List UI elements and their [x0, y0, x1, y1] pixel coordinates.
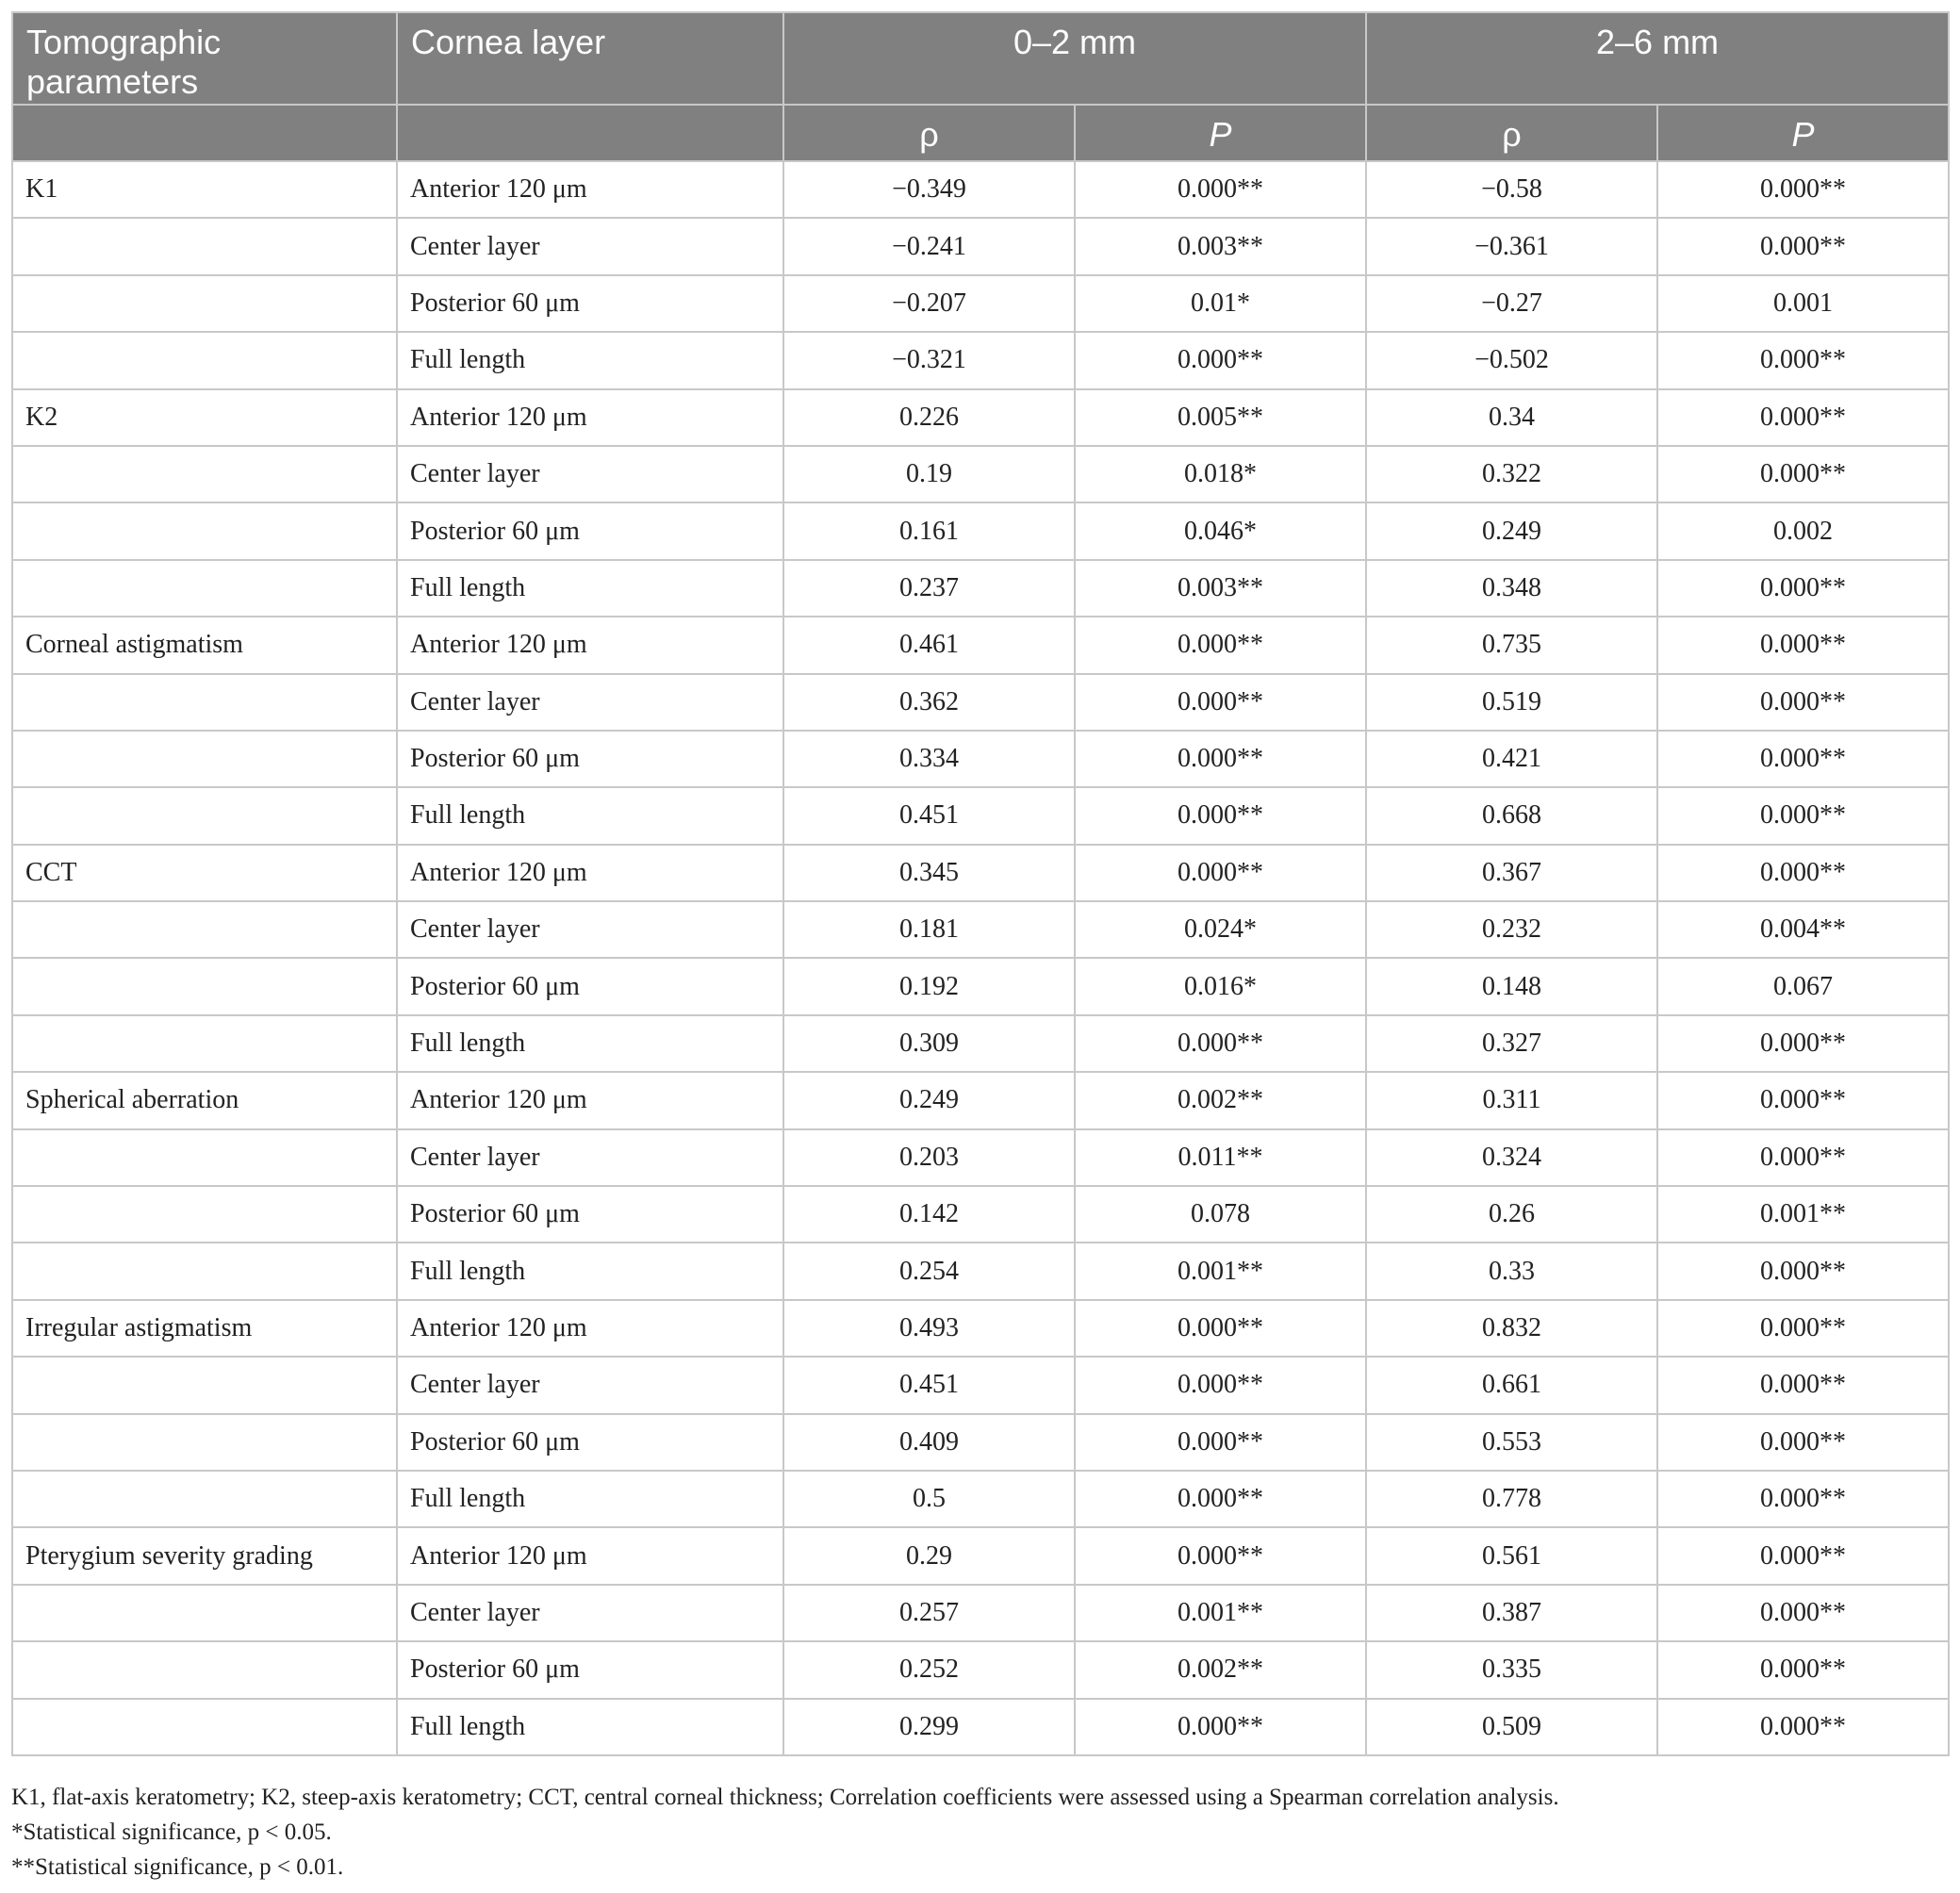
cell-cornea-layer: Anterior 120 μm — [397, 1072, 783, 1128]
cell-p-2-6mm: 0.000** — [1657, 617, 1949, 673]
cell-cornea-layer: Anterior 120 μm — [397, 617, 783, 673]
cell-parameter — [12, 332, 397, 388]
header-tomographic-parameters: Tomographic parameters — [12, 12, 397, 105]
cell-cornea-layer: Full length — [397, 787, 783, 844]
cell-cornea-layer: Center layer — [397, 901, 783, 958]
cell-rho-2-6mm: 0.778 — [1366, 1471, 1657, 1527]
cell-rho-2-6mm: 0.322 — [1366, 446, 1657, 502]
cell-p-0-2mm: 0.000** — [1075, 1414, 1366, 1471]
cell-rho-0-2mm: 0.181 — [783, 901, 1075, 958]
table-row — [12, 389, 1949, 446]
cell-parameter — [12, 731, 397, 787]
cell-rho-0-2mm: −0.241 — [783, 218, 1075, 274]
cell-p-0-2mm: 0.000** — [1075, 1471, 1366, 1527]
cell-cornea-layer: Center layer — [397, 1129, 783, 1186]
cell-rho-0-2mm: 0.362 — [783, 674, 1075, 731]
cell-cornea-layer: Center layer — [397, 446, 783, 502]
cell-rho-0-2mm: 0.192 — [783, 958, 1075, 1014]
cell-p-0-2mm: 0.000** — [1075, 731, 1366, 787]
cell-p-2-6mm: 0.000** — [1657, 1527, 1949, 1584]
cell-parameter — [12, 901, 397, 958]
cell-parameter — [12, 1129, 397, 1186]
cell-parameter — [12, 218, 397, 274]
header-blank-layer — [397, 105, 783, 161]
cell-rho-2-6mm: 0.561 — [1366, 1527, 1657, 1584]
cell-cornea-layer: Full length — [397, 1243, 783, 1299]
cell-rho-0-2mm: 0.345 — [783, 845, 1075, 901]
table-row — [12, 1585, 1949, 1641]
table-row — [12, 502, 1949, 559]
table-row — [12, 958, 1949, 1014]
cell-rho-2-6mm: −0.27 — [1366, 275, 1657, 332]
cell-p-2-6mm: 0.000** — [1657, 218, 1949, 274]
cell-p-0-2mm: 0.000** — [1075, 1357, 1366, 1413]
cell-p-0-2mm: 0.002** — [1075, 1641, 1366, 1698]
cell-rho-2-6mm: 0.348 — [1366, 560, 1657, 617]
cell-rho-0-2mm: 0.161 — [783, 502, 1075, 559]
cell-p-2-6mm: 0.000** — [1657, 845, 1949, 901]
cell-p-2-6mm: 0.000** — [1657, 1357, 1949, 1413]
cell-cornea-layer: Posterior 60 μm — [397, 275, 783, 332]
cell-cornea-layer: Posterior 60 μm — [397, 958, 783, 1014]
table-body — [12, 161, 1949, 1755]
cell-rho-2-6mm: 0.324 — [1366, 1129, 1657, 1186]
table-row — [12, 1414, 1949, 1471]
cell-cornea-layer: Posterior 60 μm — [397, 1641, 783, 1698]
table-row — [12, 332, 1949, 388]
cell-p-2-6mm: 0.000** — [1657, 674, 1949, 731]
cell-p-0-2mm: 0.000** — [1075, 787, 1366, 844]
cell-p-0-2mm: 0.000** — [1075, 674, 1366, 731]
cell-rho-0-2mm: 0.252 — [783, 1641, 1075, 1698]
cell-rho-2-6mm: 0.367 — [1366, 845, 1657, 901]
header-rho-2-6mm: ρ — [1366, 105, 1657, 161]
cell-cornea-layer: Center layer — [397, 674, 783, 731]
table-row — [12, 161, 1949, 218]
cell-rho-0-2mm: 0.461 — [783, 617, 1075, 673]
cell-rho-2-6mm: 0.668 — [1366, 787, 1657, 844]
cell-rho-0-2mm: −0.207 — [783, 275, 1075, 332]
cell-rho-0-2mm: 0.451 — [783, 1357, 1075, 1413]
cell-p-2-6mm: 0.000** — [1657, 389, 1949, 446]
cell-rho-0-2mm: 0.451 — [783, 787, 1075, 844]
cell-parameter — [12, 1471, 397, 1527]
cell-rho-2-6mm: 0.249 — [1366, 502, 1657, 559]
table-row — [12, 787, 1949, 844]
cell-cornea-layer: Posterior 60 μm — [397, 502, 783, 559]
cell-p-2-6mm: 0.002 — [1657, 502, 1949, 559]
cell-rho-2-6mm: 0.387 — [1366, 1585, 1657, 1641]
cell-rho-2-6mm: 0.26 — [1366, 1186, 1657, 1243]
cell-parameter — [12, 1243, 397, 1299]
cell-p-2-6mm: 0.000** — [1657, 787, 1949, 844]
table-row — [12, 560, 1949, 617]
cell-rho-2-6mm: 0.553 — [1366, 1414, 1657, 1471]
cell-p-2-6mm: 0.000** — [1657, 1699, 1949, 1755]
table-row — [12, 1243, 1949, 1299]
cell-rho-2-6mm: 0.327 — [1366, 1015, 1657, 1072]
cell-rho-2-6mm: −0.361 — [1366, 218, 1657, 274]
cell-p-2-6mm: 0.000** — [1657, 1641, 1949, 1698]
cell-p-0-2mm: 0.002** — [1075, 1072, 1366, 1128]
cell-p-0-2mm: 0.003** — [1075, 560, 1366, 617]
cell-parameter — [12, 275, 397, 332]
cell-parameter — [12, 1641, 397, 1698]
cell-p-0-2mm: 0.078 — [1075, 1186, 1366, 1243]
cell-cornea-layer: Center layer — [397, 1585, 783, 1641]
table-row — [12, 1699, 1949, 1755]
cell-rho-2-6mm: 0.661 — [1366, 1357, 1657, 1413]
header-rho-0-2mm: ρ — [783, 105, 1075, 161]
cell-cornea-layer: Posterior 60 μm — [397, 1414, 783, 1471]
cell-parameter — [12, 560, 397, 617]
cell-p-2-6mm: 0.000** — [1657, 1243, 1949, 1299]
table-row — [12, 1357, 1949, 1413]
cell-parameter — [12, 787, 397, 844]
cell-p-2-6mm: 0.000** — [1657, 1414, 1949, 1471]
table-row — [12, 1300, 1949, 1357]
table-row — [12, 617, 1949, 673]
cell-rho-0-2mm: 0.203 — [783, 1129, 1075, 1186]
cell-p-2-6mm: 0.004** — [1657, 901, 1949, 958]
cell-rho-0-2mm: 0.142 — [783, 1186, 1075, 1243]
cell-parameter — [12, 1585, 397, 1641]
cell-cornea-layer: Anterior 120 μm — [397, 389, 783, 446]
cell-cornea-layer: Center layer — [397, 1357, 783, 1413]
header-group-2-6mm: 2–6 mm — [1366, 12, 1949, 105]
cell-parameter — [12, 1186, 397, 1243]
cell-p-0-2mm: 0.016* — [1075, 958, 1366, 1014]
cell-rho-2-6mm: 0.335 — [1366, 1641, 1657, 1698]
cell-rho-2-6mm: −0.502 — [1366, 332, 1657, 388]
table-row — [12, 1527, 1949, 1584]
cell-p-0-2mm: 0.000** — [1075, 1015, 1366, 1072]
cell-rho-0-2mm: 0.299 — [783, 1699, 1075, 1755]
cell-p-0-2mm: 0.024* — [1075, 901, 1366, 958]
cell-rho-0-2mm: 0.309 — [783, 1015, 1075, 1072]
cell-parameter — [12, 1357, 397, 1413]
cell-rho-0-2mm: −0.321 — [783, 332, 1075, 388]
cell-rho-2-6mm: 0.421 — [1366, 731, 1657, 787]
table-row — [12, 1641, 1949, 1698]
cell-p-0-2mm: 0.001** — [1075, 1243, 1366, 1299]
cell-p-2-6mm: 0.000** — [1657, 1300, 1949, 1357]
cell-p-0-2mm: 0.018* — [1075, 446, 1366, 502]
table-row — [12, 731, 1949, 787]
cell-p-2-6mm: 0.001 — [1657, 275, 1949, 332]
cell-rho-2-6mm: 0.232 — [1366, 901, 1657, 958]
cell-rho-2-6mm: 0.735 — [1366, 617, 1657, 673]
cell-p-2-6mm: 0.000** — [1657, 1015, 1949, 1072]
footnote-significance-005: *Statistical significance, p < 0.05. — [11, 1819, 332, 1845]
cell-cornea-layer: Full length — [397, 332, 783, 388]
cell-rho-0-2mm: 0.409 — [783, 1414, 1075, 1471]
cell-parameter: CCT — [12, 845, 397, 901]
cell-rho-0-2mm: 0.5 — [783, 1471, 1075, 1527]
cell-p-2-6mm: 0.000** — [1657, 161, 1949, 218]
header-blank-param — [12, 105, 397, 161]
table-row — [12, 901, 1949, 958]
correlation-table-container — [11, 11, 1948, 1756]
cell-p-0-2mm: 0.000** — [1075, 617, 1366, 673]
cell-parameter — [12, 674, 397, 731]
table-row — [12, 845, 1949, 901]
cell-p-0-2mm: 0.011** — [1075, 1129, 1366, 1186]
cell-p-0-2mm: 0.000** — [1075, 1699, 1366, 1755]
header-row-2 — [12, 105, 1949, 161]
cell-rho-2-6mm: 0.832 — [1366, 1300, 1657, 1357]
cell-parameter: Corneal astigmatism — [12, 617, 397, 673]
cell-p-2-6mm: 0.001** — [1657, 1186, 1949, 1243]
cell-rho-2-6mm: 0.34 — [1366, 389, 1657, 446]
footnote-significance-001: **Statistical significance, p < 0.01. — [11, 1854, 344, 1880]
cell-p-0-2mm: 0.003** — [1075, 218, 1366, 274]
cell-cornea-layer: Anterior 120 μm — [397, 161, 783, 218]
cell-rho-0-2mm: 0.29 — [783, 1527, 1075, 1584]
table-row — [12, 1015, 1949, 1072]
cell-parameter: Spherical aberration — [12, 1072, 397, 1128]
table-header — [12, 12, 1949, 161]
cell-rho-0-2mm: 0.257 — [783, 1585, 1075, 1641]
cell-rho-2-6mm: −0.58 — [1366, 161, 1657, 218]
cell-p-2-6mm: 0.000** — [1657, 1585, 1949, 1641]
cell-cornea-layer: Posterior 60 μm — [397, 731, 783, 787]
cell-rho-0-2mm: 0.493 — [783, 1300, 1075, 1357]
table-row — [12, 1129, 1949, 1186]
cell-p-2-6mm: 0.000** — [1657, 560, 1949, 617]
footnote-abbreviations: K1, flat-axis keratometry; K2, steep-axis keratometry; CCT, central corneal thickness; Correlation coefficients were assessed using a Spearman correlation analysis. — [11, 1785, 1559, 1810]
cell-cornea-layer: Anterior 120 μm — [397, 1300, 783, 1357]
header-p-2-6mm: P — [1657, 105, 1949, 161]
cell-cornea-layer: Anterior 120 μm — [397, 1527, 783, 1584]
cell-p-2-6mm: 0.000** — [1657, 446, 1949, 502]
cell-cornea-layer: Anterior 120 μm — [397, 845, 783, 901]
cell-rho-2-6mm: 0.509 — [1366, 1699, 1657, 1755]
correlation-table — [11, 11, 1950, 1756]
cell-p-0-2mm: 0.005** — [1075, 389, 1366, 446]
cell-cornea-layer: Center layer — [397, 218, 783, 274]
cell-rho-2-6mm: 0.33 — [1366, 1243, 1657, 1299]
cell-rho-2-6mm: 0.148 — [1366, 958, 1657, 1014]
table-row — [12, 674, 1949, 731]
cell-cornea-layer: Full length — [397, 1471, 783, 1527]
cell-parameter — [12, 1015, 397, 1072]
cell-cornea-layer: Full length — [397, 560, 783, 617]
cell-p-2-6mm: 0.000** — [1657, 332, 1949, 388]
cell-p-0-2mm: 0.000** — [1075, 1300, 1366, 1357]
cell-parameter — [12, 958, 397, 1014]
cell-parameter: K2 — [12, 389, 397, 446]
table-row — [12, 1072, 1949, 1128]
cell-p-2-6mm: 0.000** — [1657, 1129, 1949, 1186]
table-row — [12, 275, 1949, 332]
cell-parameter — [12, 1699, 397, 1755]
cell-p-0-2mm: 0.01* — [1075, 275, 1366, 332]
cell-cornea-layer: Full length — [397, 1699, 783, 1755]
header-group-0-2mm: 0–2 mm — [783, 12, 1366, 105]
cell-rho-0-2mm: 0.19 — [783, 446, 1075, 502]
table-row — [12, 218, 1949, 274]
cell-parameter: Pterygium severity grading — [12, 1527, 397, 1584]
cell-p-0-2mm: 0.000** — [1075, 1527, 1366, 1584]
cell-p-2-6mm: 0.067 — [1657, 958, 1949, 1014]
header-row-1 — [12, 12, 1949, 105]
cell-rho-0-2mm: 0.249 — [783, 1072, 1075, 1128]
cell-parameter — [12, 1414, 397, 1471]
header-p-0-2mm: P — [1075, 105, 1366, 161]
cell-rho-0-2mm: −0.349 — [783, 161, 1075, 218]
table-footnotes — [11, 1780, 1948, 1885]
cell-rho-0-2mm: 0.334 — [783, 731, 1075, 787]
cell-rho-2-6mm: 0.519 — [1366, 674, 1657, 731]
table-row — [12, 446, 1949, 502]
cell-p-0-2mm: 0.000** — [1075, 161, 1366, 218]
cell-parameter — [12, 502, 397, 559]
cell-rho-0-2mm: 0.237 — [783, 560, 1075, 617]
cell-rho-0-2mm: 0.226 — [783, 389, 1075, 446]
cell-rho-2-6mm: 0.311 — [1366, 1072, 1657, 1128]
cell-parameter — [12, 446, 397, 502]
cell-p-0-2mm: 0.000** — [1075, 845, 1366, 901]
cell-p-0-2mm: 0.000** — [1075, 332, 1366, 388]
cell-rho-0-2mm: 0.254 — [783, 1243, 1075, 1299]
cell-p-0-2mm: 0.001** — [1075, 1585, 1366, 1641]
cell-cornea-layer: Full length — [397, 1015, 783, 1072]
cell-parameter: Irregular astigmatism — [12, 1300, 397, 1357]
table-row — [12, 1471, 1949, 1527]
cell-p-2-6mm: 0.000** — [1657, 1072, 1949, 1128]
cell-p-0-2mm: 0.046* — [1075, 502, 1366, 559]
cell-parameter: K1 — [12, 161, 397, 218]
cell-p-2-6mm: 0.000** — [1657, 731, 1949, 787]
cell-p-2-6mm: 0.000** — [1657, 1471, 1949, 1527]
cell-cornea-layer: Posterior 60 μm — [397, 1186, 783, 1243]
table-row — [12, 1186, 1949, 1243]
header-cornea-layer: Cornea layer — [397, 12, 783, 105]
